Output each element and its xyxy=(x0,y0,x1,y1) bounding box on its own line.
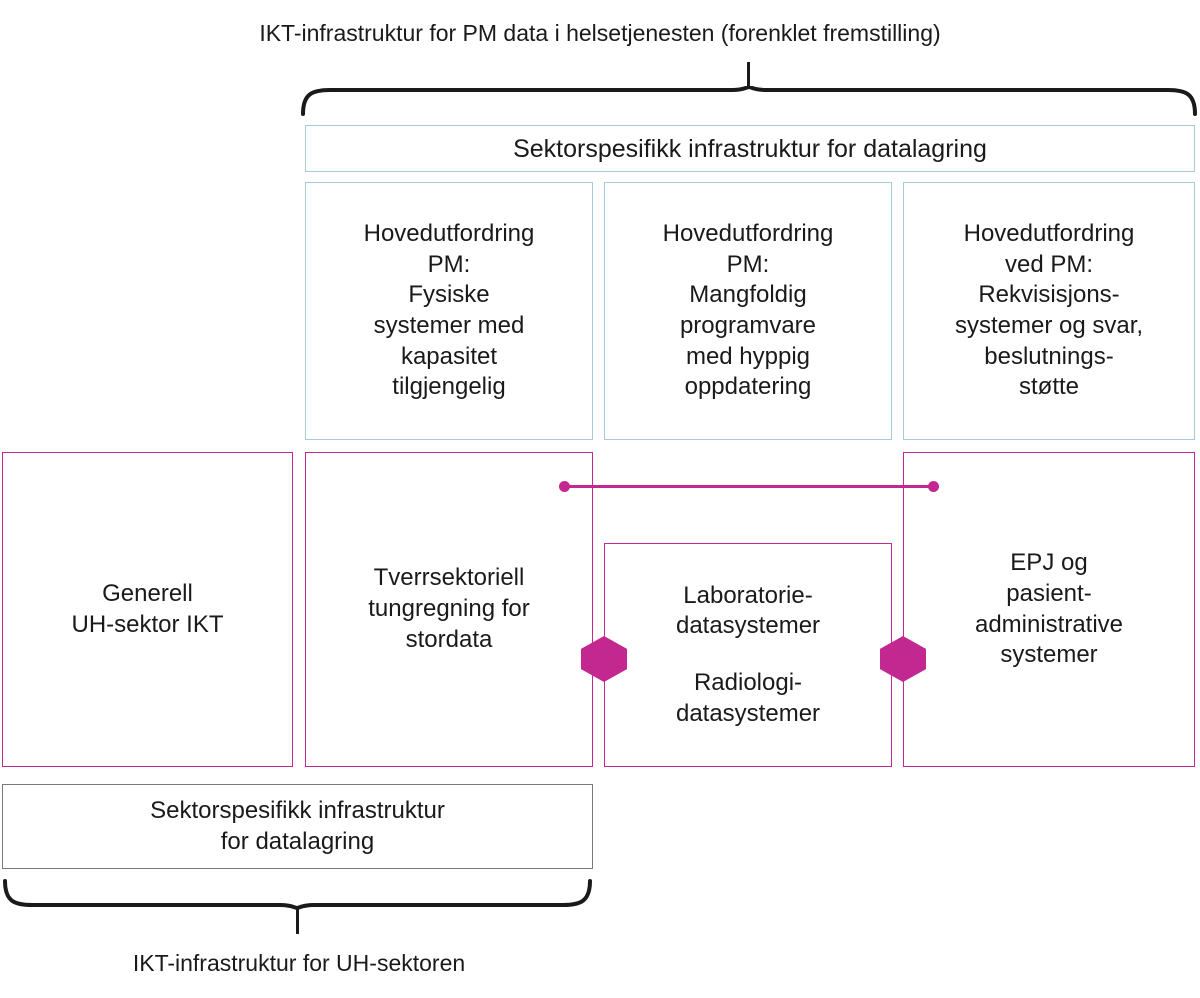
challenge-box-3 xyxy=(903,182,1195,440)
system-box-generell-uh-sektor-ikt xyxy=(2,452,293,767)
system-4-line-1: EPJ og xyxy=(1010,549,1088,577)
challenge-box-2 xyxy=(604,182,892,440)
top-title: IKT-infrastruktur for PM data i helsetjenesten (forenklet fremstilling) xyxy=(259,20,941,46)
sector-band-bottom xyxy=(2,784,593,869)
system-box-laboratorie-radiologi-datasystemer xyxy=(604,543,892,767)
sector-band-bottom-line-2: for datalagring xyxy=(220,827,375,855)
system-2-line-2: tungregning for xyxy=(368,595,530,623)
system-1-line-2: UH-sektor IKT xyxy=(71,610,224,638)
challenge-1-line-6: tilgjengelig xyxy=(392,373,506,401)
system-3-spacer xyxy=(676,642,820,668)
challenge-3-line-5: beslutnings- xyxy=(984,342,1114,370)
challenge-1-line-1: Hovedutfordring xyxy=(363,219,535,247)
bottom-brace xyxy=(2,878,593,910)
system-1-line-1: Generell xyxy=(102,579,193,607)
challenge-2-line-3: Mangfoldig xyxy=(689,281,807,309)
sector-band-top xyxy=(305,125,1195,172)
pink-connector-dot-left xyxy=(559,481,570,492)
challenge-1-line-4: systemer med xyxy=(373,312,525,339)
challenge-2-line-1: Hovedutfordring xyxy=(662,219,834,247)
challenge-2-line-5: med hyppig xyxy=(685,342,811,370)
challenge-3-line-4: systemer og svar, xyxy=(954,312,1144,339)
sector-band-top-label: Sektorspesifikk infrastruktur for datalagring xyxy=(513,134,987,163)
system-3-line-2: datasystemer xyxy=(675,612,821,640)
system-box-tverrsektoriell-tungregning xyxy=(305,452,593,767)
bottom-title: IKT-infrastruktur for UH-sektoren xyxy=(132,950,466,976)
system-4-line-2: pasient- xyxy=(1006,579,1092,607)
system-3-line-4: Radiologi- xyxy=(693,669,803,696)
pink-connector-dot-right xyxy=(928,481,939,492)
top-brace xyxy=(300,86,1198,116)
system-2-line-1: Tverrsektoriell xyxy=(373,564,525,592)
system-3-line-5: datasystemer xyxy=(675,699,821,727)
system-4-line-3: administrative xyxy=(974,610,1124,638)
challenge-2-line-2: PM: xyxy=(726,250,770,278)
challenge-3-line-3: Rekvisisjons- xyxy=(978,281,1120,309)
pink-connector-line xyxy=(566,485,934,488)
bottom-title-stem xyxy=(296,908,299,934)
challenge-3-line-1: Hovedutfordring xyxy=(963,219,1135,247)
sector-band-bottom-line-1: Sektorspesifikk infrastruktur xyxy=(150,796,445,824)
challenge-2-line-6: oppdatering xyxy=(684,373,812,401)
system-2-line-3: stordata xyxy=(405,625,493,653)
system-box-epj-pasientadministrative xyxy=(903,452,1195,767)
challenge-1-line-2: PM: xyxy=(427,250,471,278)
challenge-3-line-2: ved PM: xyxy=(1004,250,1094,278)
system-3-line-1: Laboratorie- xyxy=(683,581,813,609)
challenge-3-line-6: støtte xyxy=(1018,373,1079,401)
challenge-1-line-5: kapasitet xyxy=(400,342,498,370)
challenge-2-line-4: programvare xyxy=(679,312,817,339)
challenge-1-line-3: Fysiske xyxy=(408,281,490,309)
top-title-stem xyxy=(747,62,750,88)
system-4-line-4: systemer xyxy=(1000,641,1098,669)
challenge-box-1 xyxy=(305,182,593,440)
